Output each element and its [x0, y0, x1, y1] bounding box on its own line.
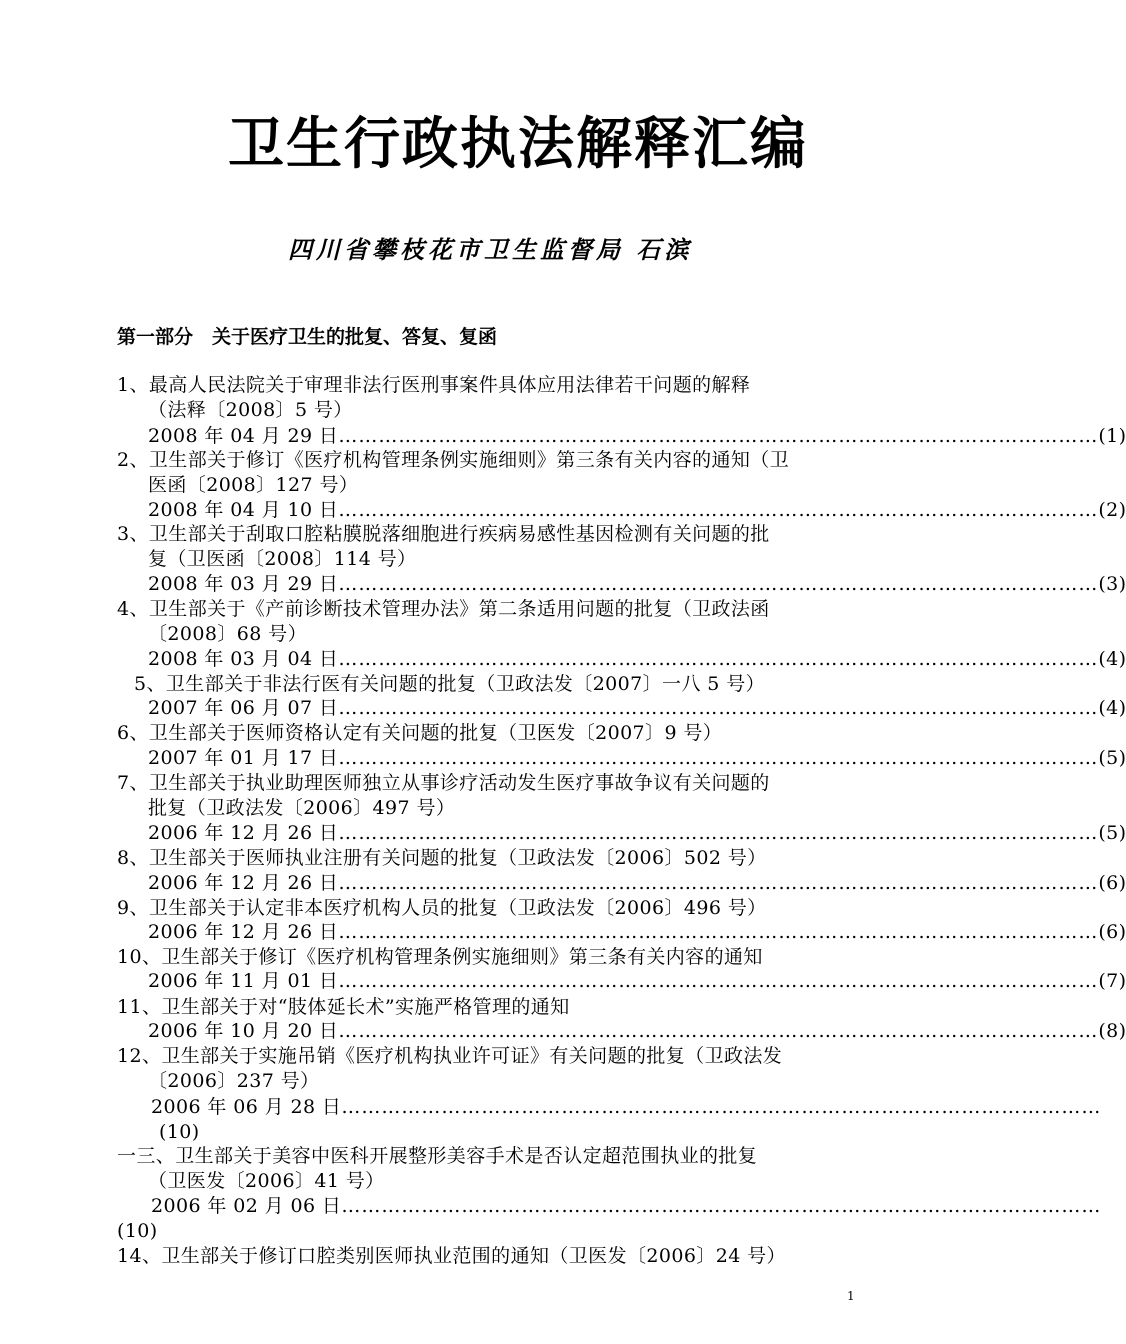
section-heading: 第一部分 关于医疗卫生的批复、答复、复函 [117, 326, 498, 348]
toc-entry-7-ref: 批复（卫政法发〔2006〕497 号） [148, 797, 456, 819]
toc-entry-13-title: 一三、卫生部关于美容中医科开展整形美容手术是否认定超范围执业的批复 [117, 1145, 758, 1167]
toc-entry-4-ref: 〔2008〕68 号） [148, 623, 307, 645]
toc-entry-11-date: 2006 年 10 月 20 日 [148, 1020, 339, 1042]
toc-entry-3-page: (3) [1098, 573, 1126, 595]
toc-entry-6-page: (5) [1098, 747, 1126, 769]
toc-entry-8-date: 2006 年 12 月 26 日 [148, 872, 339, 894]
toc-entry-11-title: 11、卫生部关于对“肢体延长术”实施严格管理的通知 [117, 996, 570, 1018]
toc-entry-3-date-line [148, 572, 1126, 596]
toc-entry-2-title: 2、卫生部关于修订《医疗机构管理条例实施细则》第三条有关内容的通知（卫 [117, 449, 790, 471]
dot-leader: …………………………………………………………………………………………………… [338, 425, 1099, 447]
toc-entry-12-title: 12、卫生部关于实施吊销《医疗机构执业许可证》有关问题的批复（卫政法发 [117, 1045, 783, 1067]
toc-entry-8-title: 8、卫生部关于医师执业注册有关问题的批复（卫政法发〔2006〕502 号） [117, 847, 767, 869]
toc-entry-12-page: (10) [159, 1121, 200, 1143]
dot-leader: …………………………………………………………………………………………………… [338, 499, 1099, 521]
toc-entry-9-date-line [148, 920, 1126, 944]
toc-entry-12-ref: 〔2006〕237 号） [148, 1070, 320, 1092]
toc-entry-1-page: (1) [1098, 425, 1126, 447]
toc-entry-1-title: 1、最高人民法院关于审理非法行医刑事案件具体应用法律若干问题的解释 [117, 374, 751, 396]
toc-entry-10-page: (7) [1098, 970, 1126, 992]
toc-entry-7-date: 2006 年 12 月 26 日 [148, 822, 339, 844]
toc-entry-2-date-line [148, 498, 1126, 522]
toc-entry-9-date: 2006 年 12 月 26 日 [148, 921, 339, 943]
toc-entry-8-page: (6) [1098, 872, 1126, 894]
toc-entry-13-date: 2006 年 02 月 06 日 [151, 1195, 342, 1217]
toc-entry-2-ref: 医函〔2008〕127 号） [148, 474, 359, 496]
toc-entry-1-ref: （法释〔2008〕5 号） [148, 399, 353, 421]
dot-leader: …………………………………………………………………………………………………… [341, 1195, 1102, 1217]
toc-entry-11-date-line [148, 1019, 1126, 1043]
toc-entry-10-date: 2006 年 11 月 01 日 [148, 970, 339, 992]
dot-leader: …………………………………………………………………………………………………… [338, 573, 1099, 595]
toc-entry-1-date: 2008 年 04 月 29 日 [148, 425, 339, 447]
dot-leader: …………………………………………………………………………………………………… [338, 872, 1099, 894]
toc-entry-11-page: (8) [1098, 1020, 1126, 1042]
toc-entry-7-title: 7、卫生部关于执业助理医师独立从事诊疗活动发生医疗事故争议有关问题的 [117, 772, 770, 794]
page-number: 1 [847, 1289, 855, 1303]
toc-entry-5-title: 5、卫生部关于非法行医有关问题的批复（卫政法发〔2007〕一八 5 号） [134, 673, 766, 695]
toc-entry-3-ref: 复（卫医函〔2008〕114 号） [148, 548, 417, 570]
dot-leader: …………………………………………………………………………………………………… [338, 697, 1099, 719]
toc-entry-10-date-line [148, 969, 1126, 993]
dot-leader: …………………………………………………………………………………………………… [338, 648, 1099, 670]
toc-entry-6-date: 2007 年 01 月 17 日 [148, 747, 339, 769]
toc-entry-5-date-line [148, 696, 1126, 720]
toc-entry-3-title: 3、卫生部关于刮取口腔粘膜脱落细胞进行疾病易感性基因检测有关问题的批 [117, 523, 770, 545]
toc-entry-13-ref: （卫医发〔2006〕41 号） [148, 1170, 385, 1192]
dot-leader: …………………………………………………………………………………………………… [338, 921, 1099, 943]
toc-entry-3-date: 2008 年 03 月 29 日 [148, 573, 339, 595]
toc-entry-14-title: 14、卫生部关于修订口腔类别医师执业范围的通知（卫医发〔2006〕24 号） [117, 1245, 786, 1267]
toc-entry-13-date-line [151, 1194, 1102, 1218]
dot-leader: …………………………………………………………………………………………………… [341, 1096, 1102, 1118]
dot-leader: …………………………………………………………………………………………………… [338, 747, 1099, 769]
toc-entry-4-date-line [148, 647, 1126, 671]
toc-entry-12-date-line [151, 1095, 1102, 1119]
toc-entry-9-page: (6) [1098, 921, 1126, 943]
toc-entry-7-date-line [148, 821, 1126, 845]
toc-entry-8-date-line [148, 871, 1126, 895]
toc-entry-4-page: (4) [1098, 648, 1126, 670]
toc-entry-6-title: 6、卫生部关于医师资格认定有关问题的批复（卫医发〔2007〕9 号） [117, 722, 723, 744]
toc-entry-7-page: (5) [1098, 822, 1126, 844]
toc-entry-10-title: 10、卫生部关于修订《医疗机构管理条例实施细则》第三条有关内容的通知 [117, 946, 763, 968]
toc-entry-4-date: 2008 年 03 月 04 日 [148, 648, 339, 670]
toc-entry-9-title: 9、卫生部关于认定非本医疗机构人员的批复（卫政法发〔2006〕496 号） [117, 897, 767, 919]
document-title: 卫生行政执法解释汇编 [228, 112, 808, 177]
toc-entry-5-date: 2007 年 06 月 07 日 [148, 697, 339, 719]
toc-entry-12-date: 2006 年 06 月 28 日 [151, 1096, 342, 1118]
author-line: 四川省攀枝花市卫生监督局 石滨 [288, 236, 693, 264]
toc-entry-6-date-line [148, 746, 1126, 770]
toc-entry-2-date: 2008 年 04 月 10 日 [148, 499, 339, 521]
toc-entry-2-page: (2) [1098, 499, 1126, 521]
toc-entry-13-page: (10) [117, 1220, 158, 1242]
toc-entry-5-page: (4) [1098, 697, 1126, 719]
dot-leader: …………………………………………………………………………………………………… [338, 970, 1099, 992]
toc-entry-4-title: 4、卫生部关于《产前诊断技术管理办法》第二条适用问题的批复（卫政法函 [117, 598, 770, 620]
dot-leader: …………………………………………………………………………………………………… [338, 1020, 1099, 1042]
toc-entry-1-date-line [148, 424, 1126, 448]
dot-leader: …………………………………………………………………………………………………… [338, 822, 1099, 844]
